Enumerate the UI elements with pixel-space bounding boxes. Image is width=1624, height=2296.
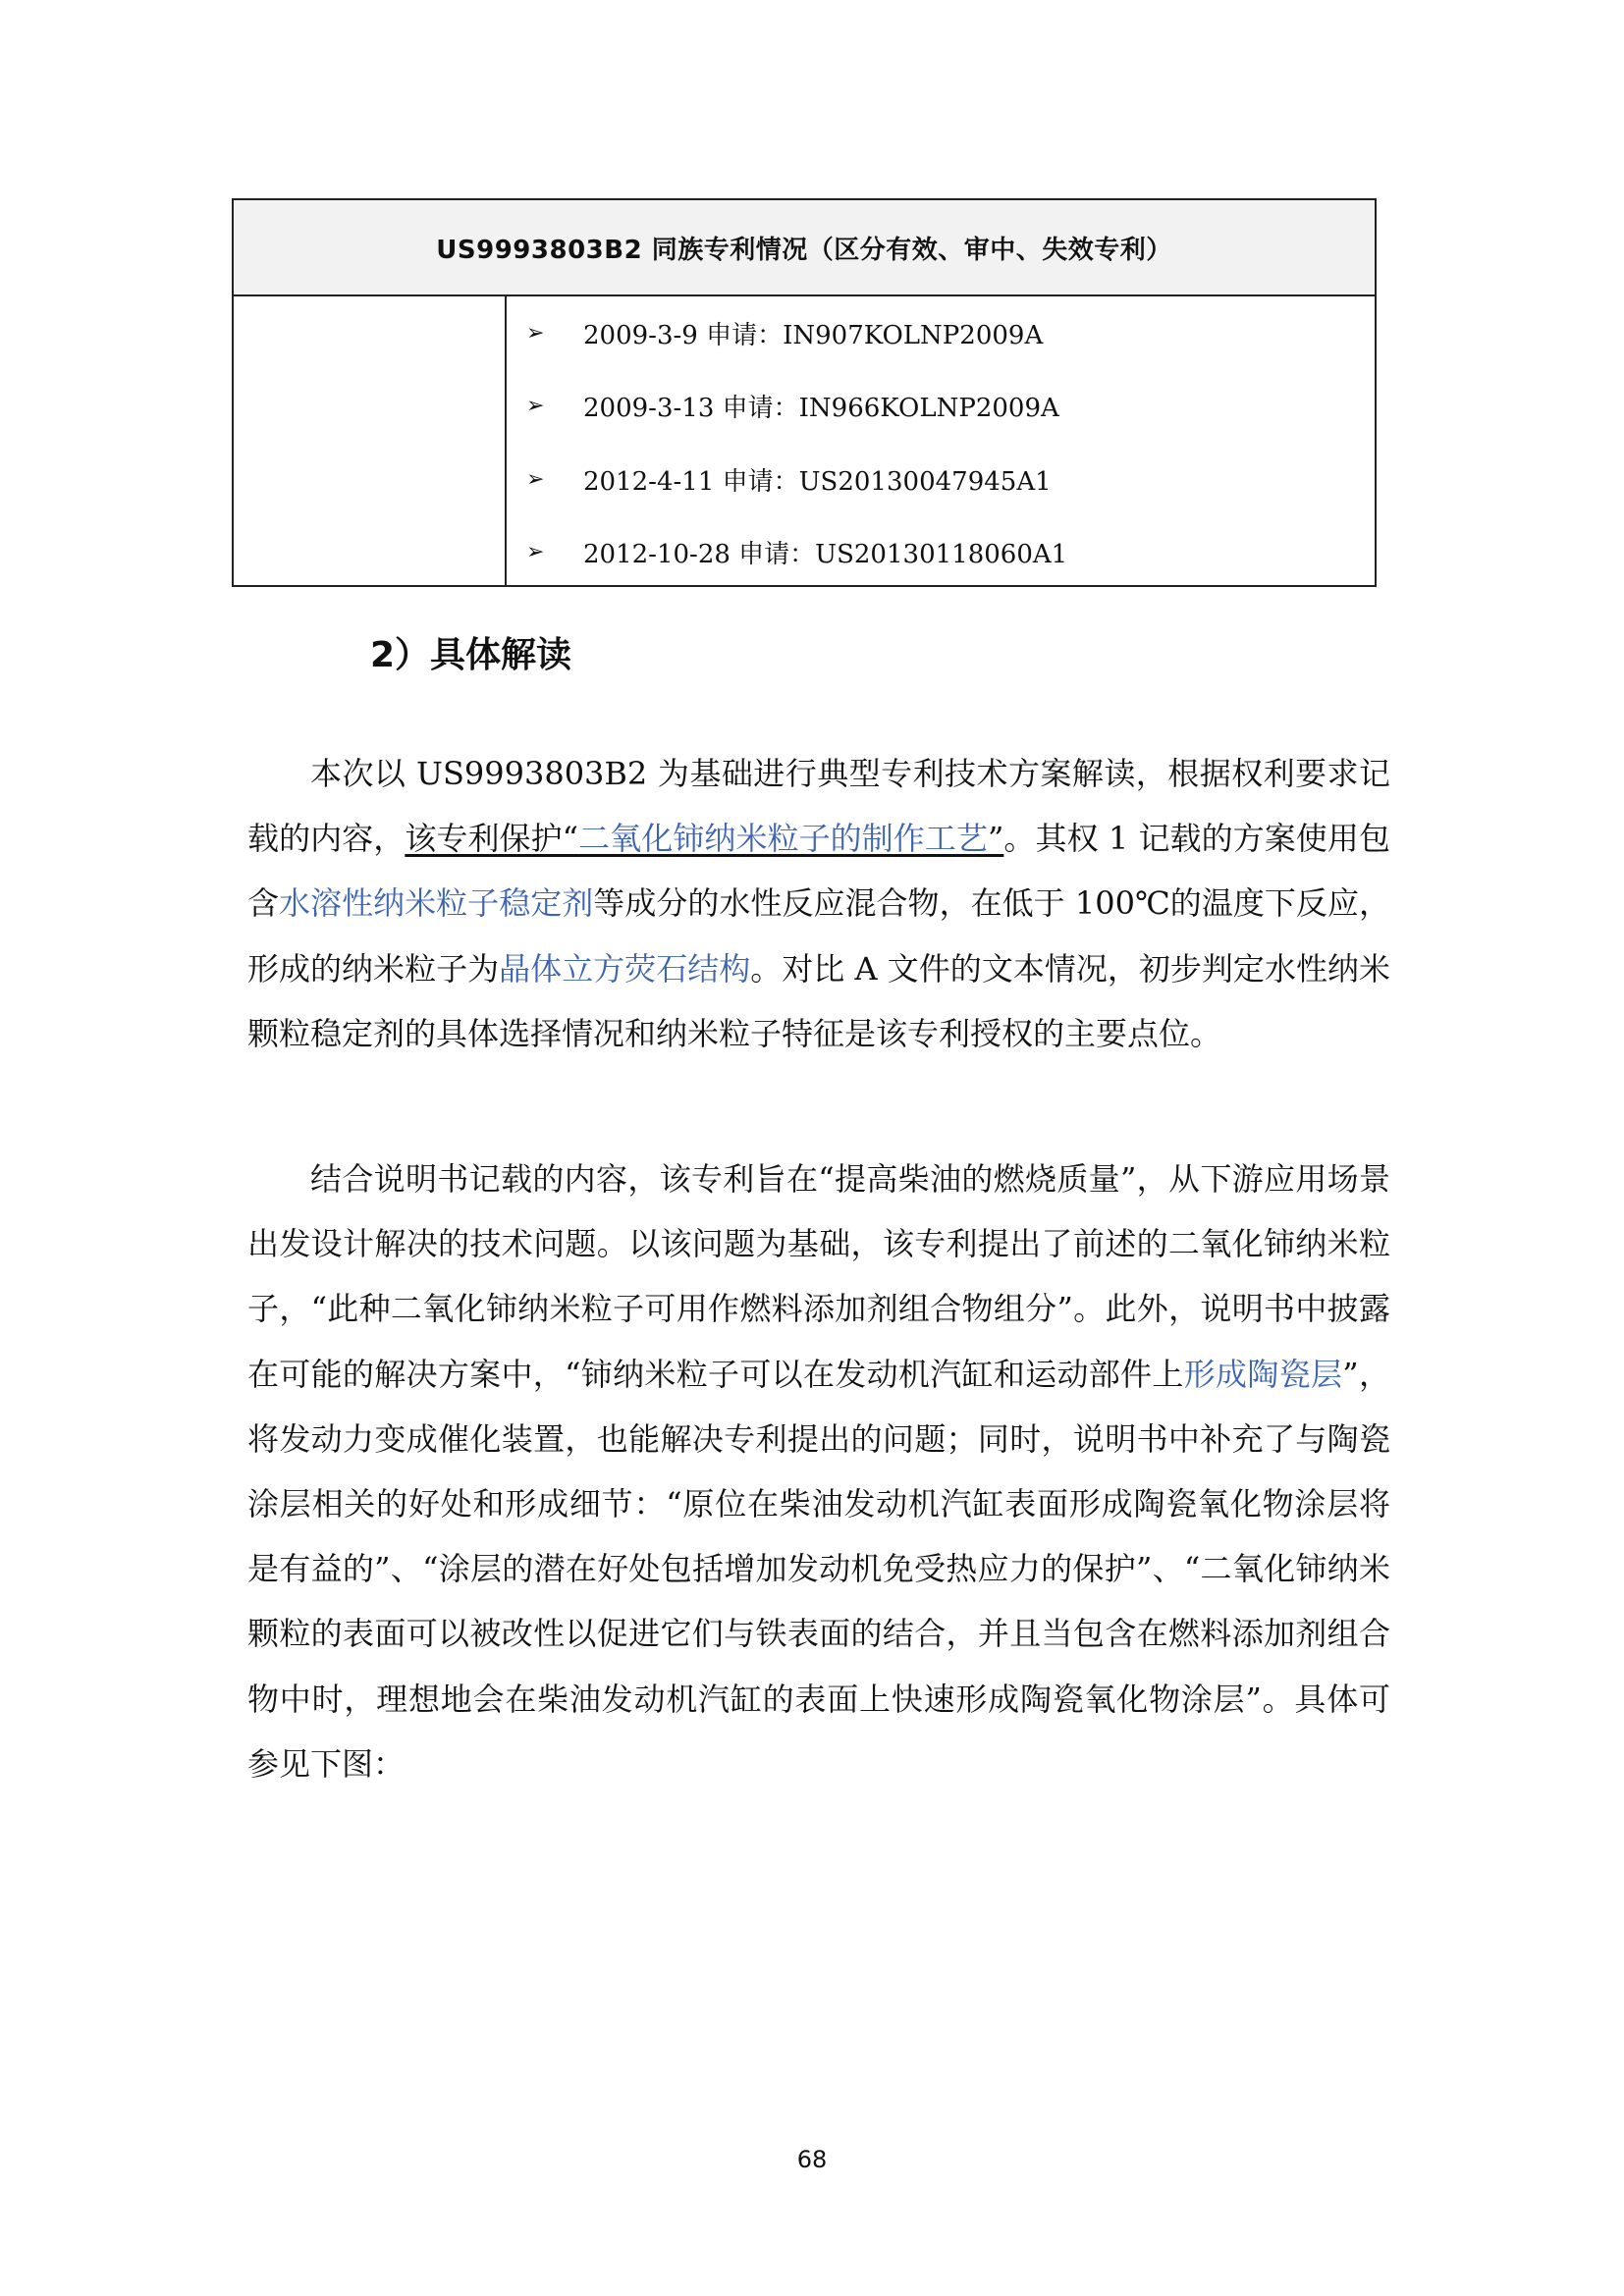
list-item <box>526 516 1355 590</box>
list-item <box>526 443 1355 516</box>
page-number: 68 <box>796 2146 828 2173</box>
arrow-bullet-icon: ➢ <box>526 394 545 419</box>
family-list <box>526 296 1355 589</box>
table-body <box>234 296 1375 585</box>
patent-family-table <box>232 198 1377 587</box>
list-item <box>526 296 1355 370</box>
highlight-crystal-structure: 晶体立方荧石结构 <box>499 949 751 988</box>
para2-text-2: ”，将发动力变成催化装置，也能解决专利提出的问题；同时，说明书中补充了与陶瓷涂层相关的好处和形成细节：“原位在柴油发动机汽缸表面形成陶瓷氧化物涂层将是有益的”、“涂层的潜在好处包括增加发动机免受热应力的保护”、“二氧化铈纳米颗粒的表面可以被改性以促进它们与铁表面的结合，并且当包含在燃料添加剂组合物中时，理想地会在柴油发动机汽缸的表面上快速形成陶瓷氧化物涂层”。具体可参见下图： <box>247 1355 1390 1783</box>
highlight-process: 二氧化铈纳米粒子的制作工艺 <box>578 820 988 858</box>
arrow-bullet-icon: ➢ <box>526 466 545 492</box>
section-heading: 2）具体解读 <box>370 635 572 675</box>
arrow-bullet-icon: ➢ <box>526 320 545 346</box>
family-item-text: 2009-3-13 申请：IN966KOLNP2009A <box>583 394 1059 424</box>
table-left-cell <box>234 296 507 585</box>
para1-text-2: 。其权 1 记载的方案使用包含 <box>247 820 1390 923</box>
protection-subject <box>405 820 1003 857</box>
family-item-text: 2012-4-11 申请：US20130047945A1 <box>583 466 1052 497</box>
family-item-text: 2009-3-9 申请：IN907KOLNP2009A <box>583 320 1044 350</box>
list-item <box>526 370 1355 444</box>
para1-text-3: 等成分的水性反应混合物，在低于 100℃的温度下反应，形成的纳米粒子为 <box>247 884 1390 988</box>
table-header: US9993803B2 同族专利情况（区分有效、审中、失效专利） <box>234 200 1375 296</box>
body-paragraph-2 <box>247 1147 1390 1796</box>
arrow-bullet-icon: ➢ <box>526 540 545 565</box>
body-paragraph-1 <box>247 741 1390 1066</box>
highlight-ceramic-layer: 形成陶瓷层 <box>1183 1355 1343 1393</box>
highlight-stabilizer: 水溶性纳米粒子稳定剂 <box>279 884 594 923</box>
family-item-text: 2012-10-28 申请：US20130118060A1 <box>583 540 1068 570</box>
para1-text-1: 本次以 US9993803B2 为基础进行典型专利技术方案解读，根据权利要求记载的内容， <box>247 755 1390 858</box>
protection-subject-post: ” <box>988 820 1004 858</box>
para1-text-4: 。对比 A 文件的文本情况，初步判定水性纳米颗粒稳定剂的具体选择情况和纳米粒子特征是该专利授权的主要点位。 <box>247 949 1390 1052</box>
para2-text-1: 结合说明书记载的内容，该专利旨在“提高柴油的燃烧质量”，从下游应用场景出发设计解决的技术问题。以该问题为基础，该专利提出了前述的二氧化铈纳米粒子，“此种二氧化铈纳米粒子可用作燃料添加剂组合物组分”。此外，说明书中披露在可能的解决方案中，“铈纳米粒子可以在发动机汽缸和运动部件上 <box>247 1160 1390 1393</box>
protection-subject-pre: 该专利保护“ <box>405 820 579 858</box>
